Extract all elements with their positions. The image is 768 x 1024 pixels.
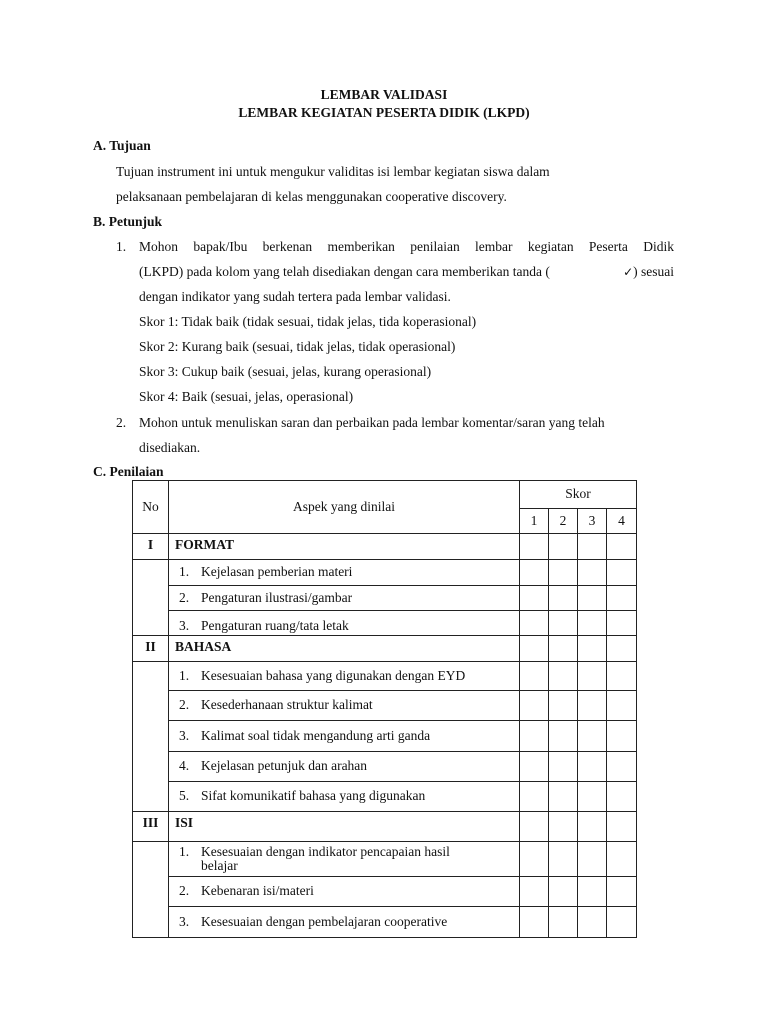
score-cell[interactable] xyxy=(520,586,549,611)
document-subtitle: LEMBAR KEGIATAN PESERTA DIDIK (LKPD) xyxy=(238,105,530,120)
section-a-line-2: pelaksanaan pembelajaran di kelas menggunakan cooperative discovery. xyxy=(116,189,507,204)
no-cell xyxy=(133,662,169,691)
instruction-2-line-1: Mohon untuk menuliskan saran dan perbaikan pada lembar komentar/saran yang telah xyxy=(139,415,605,430)
category-label-text: FORMAT xyxy=(175,537,234,552)
score-cell[interactable] xyxy=(578,586,607,611)
score-3-description: Skor 3: Cukup baik (sesuai, jelas, kurang operasional) xyxy=(139,364,432,379)
aspect-cell xyxy=(169,662,520,691)
header-no: No xyxy=(133,481,169,534)
item-text: Sifat komunikatif bahasa yang digunakan xyxy=(201,788,426,804)
score-cell[interactable] xyxy=(549,611,578,636)
no-cell xyxy=(133,752,169,782)
instruction-1-line-2-end xyxy=(623,265,674,279)
category-label xyxy=(169,812,520,842)
instruction-1-line-2-text: (LKPD) pada kolom yang telah disediakan dengan cara memberikan tanda ( xyxy=(139,264,550,279)
score-cell[interactable] xyxy=(578,534,607,560)
item-number: 3. xyxy=(179,727,190,743)
score-cell[interactable] xyxy=(607,534,637,560)
score-column-3: 3 xyxy=(578,509,607,534)
check-mark-icon: ✓ xyxy=(623,265,634,279)
instruction-1-line-1: Mohon bapak/Ibu berkenan memberikan penilaian lembar kegiatan Peserta Didik xyxy=(139,239,674,254)
aspect-cell xyxy=(169,782,520,812)
score-cell[interactable] xyxy=(578,782,607,812)
score-cell[interactable] xyxy=(520,636,549,662)
score-cell[interactable] xyxy=(549,560,578,586)
table-row xyxy=(133,560,637,586)
table-row xyxy=(133,691,637,721)
score-cell[interactable] xyxy=(578,907,607,938)
table-row xyxy=(133,534,637,560)
table-row xyxy=(133,611,637,636)
score-cell[interactable] xyxy=(578,877,607,907)
table-row xyxy=(133,586,637,611)
score-2-description: Skor 2: Kurang baik (sesuai, tidak jelas, tidak operasional) xyxy=(139,339,456,354)
aspect-cell xyxy=(169,586,520,611)
item-text: Pengaturan ilustrasi/gambar xyxy=(201,589,353,605)
score-cell[interactable] xyxy=(578,636,607,662)
aspect-cell xyxy=(169,691,520,721)
table-row xyxy=(133,842,637,877)
item-number: 5. xyxy=(179,788,190,804)
category-number: III xyxy=(133,812,169,842)
item-number: 2. xyxy=(179,589,190,605)
score-cell[interactable] xyxy=(549,662,578,691)
aspect-cell xyxy=(169,842,520,877)
item-text: Kesesuaian bahasa yang digunakan dengan EYD xyxy=(201,667,466,683)
no-cell xyxy=(133,691,169,721)
item-number: 1. xyxy=(179,843,190,859)
item-number: 2. xyxy=(179,697,190,713)
score-cell[interactable] xyxy=(607,782,637,812)
score-cell[interactable] xyxy=(607,907,637,938)
item-number: 1. xyxy=(179,564,190,580)
score-cell[interactable] xyxy=(520,560,549,586)
table-row xyxy=(133,752,637,782)
item-text: Kesesuaian dengan indikator pencapaian hasil belajar xyxy=(201,843,450,873)
instruction-1-line-2 xyxy=(139,265,674,279)
item-number: 3. xyxy=(179,913,190,929)
score-cell[interactable] xyxy=(520,907,549,938)
section-a-line-1: Tujuan instrument ini untuk mengukur validitas isi lembar kegiatan siswa dalam xyxy=(116,164,550,179)
aspect-cell xyxy=(169,907,520,938)
instruction-1-line-2-tail: ) sesuai xyxy=(633,264,674,279)
score-1-description: Skor 1: Tidak baik (tidak sesuai, tidak jelas, tida koperasional) xyxy=(139,314,477,329)
score-cell[interactable] xyxy=(607,611,637,636)
header-aspect: Aspek yang dinilai xyxy=(169,481,520,534)
section-b-heading: B. Petunjuk xyxy=(93,214,163,229)
item-text: Kebenaran isi/materi xyxy=(201,883,314,899)
score-cell[interactable] xyxy=(578,662,607,691)
category-label xyxy=(169,636,520,662)
score-cell[interactable] xyxy=(520,534,549,560)
aspect-cell xyxy=(169,721,520,752)
no-cell xyxy=(133,842,169,877)
table-row xyxy=(133,812,637,842)
score-cell[interactable] xyxy=(549,782,578,812)
score-cell[interactable] xyxy=(578,611,607,636)
header-score: Skor xyxy=(520,481,637,509)
score-cell[interactable] xyxy=(578,752,607,782)
score-cell[interactable] xyxy=(607,662,637,691)
score-cell[interactable] xyxy=(549,752,578,782)
table-row xyxy=(133,782,637,812)
score-cell[interactable] xyxy=(520,842,549,877)
score-cell[interactable] xyxy=(520,812,549,842)
score-cell[interactable] xyxy=(549,812,578,842)
document-title: LEMBAR VALIDASI xyxy=(320,87,448,102)
score-cell[interactable] xyxy=(549,636,578,662)
score-cell[interactable] xyxy=(578,560,607,586)
category-number: II xyxy=(133,636,169,662)
item-number: 2. xyxy=(179,883,190,899)
instruction-1-number: 1. xyxy=(116,239,127,254)
category-label-text: ISI xyxy=(175,815,194,830)
score-cell[interactable] xyxy=(549,534,578,560)
no-cell xyxy=(133,560,169,586)
item-text: Kalimat soal tidak mengandung arti ganda xyxy=(201,727,431,743)
score-cell[interactable] xyxy=(578,691,607,721)
table-row xyxy=(133,662,637,691)
table-row xyxy=(133,721,637,752)
aspect-cell xyxy=(169,560,520,586)
item-text: Kesesuaian dengan pembelajaran cooperative xyxy=(201,913,448,929)
score-column-1: 1 xyxy=(520,509,549,534)
score-cell[interactable] xyxy=(520,721,549,752)
item-number: 3. xyxy=(179,617,190,633)
instruction-2-line-2: disediakan. xyxy=(139,440,201,455)
aspect-cell xyxy=(169,752,520,782)
section-c-heading: C. Penilaian xyxy=(93,464,164,479)
score-cell[interactable] xyxy=(549,842,578,877)
instruction-1-line-3: dengan indikator yang sudah tertera pada lembar validasi. xyxy=(139,289,451,304)
score-cell[interactable] xyxy=(520,611,549,636)
score-cell[interactable] xyxy=(520,782,549,812)
item-number: 4. xyxy=(179,758,190,774)
score-cell[interactable] xyxy=(607,842,637,877)
score-cell[interactable] xyxy=(607,877,637,907)
aspect-cell xyxy=(169,611,520,636)
score-cell[interactable] xyxy=(607,691,637,721)
score-column-2: 2 xyxy=(549,509,578,534)
aspect-cell xyxy=(169,877,520,907)
category-number: I xyxy=(133,534,169,560)
score-cell[interactable] xyxy=(549,877,578,907)
score-cell[interactable] xyxy=(607,560,637,586)
no-cell xyxy=(133,877,169,907)
score-cell[interactable] xyxy=(549,586,578,611)
score-cell[interactable] xyxy=(520,662,549,691)
no-cell xyxy=(133,586,169,611)
score-cell[interactable] xyxy=(520,691,549,721)
section-a-heading: A. Tujuan xyxy=(93,138,151,153)
no-cell xyxy=(133,907,169,938)
score-cell[interactable] xyxy=(520,752,549,782)
score-cell[interactable] xyxy=(607,721,637,752)
no-cell xyxy=(133,611,169,636)
item-text: Kejelasan pemberian materi xyxy=(201,564,353,580)
table-row xyxy=(133,636,637,662)
score-cell[interactable] xyxy=(607,812,637,842)
category-label xyxy=(169,534,520,560)
no-cell xyxy=(133,721,169,752)
score-cell[interactable] xyxy=(549,721,578,752)
score-cell[interactable] xyxy=(607,752,637,782)
table-row xyxy=(133,877,637,907)
no-cell xyxy=(133,782,169,812)
item-number: 1. xyxy=(179,667,190,683)
item-text: Kejelasan petunjuk dan arahan xyxy=(201,758,368,774)
score-cell[interactable] xyxy=(578,842,607,877)
score-column-4: 4 xyxy=(607,509,637,534)
table-header-row xyxy=(133,481,637,509)
assessment-table xyxy=(132,480,637,938)
score-cell[interactable] xyxy=(578,721,607,752)
score-cell[interactable] xyxy=(607,586,637,611)
item-text: Kesederhanaan struktur kalimat xyxy=(201,697,373,713)
table-row xyxy=(133,907,637,938)
category-label-text: BAHASA xyxy=(175,639,232,654)
instruction-2-number: 2. xyxy=(116,415,127,430)
score-cell[interactable] xyxy=(607,636,637,662)
score-cell[interactable] xyxy=(578,812,607,842)
score-cell[interactable] xyxy=(520,877,549,907)
score-4-description: Skor 4: Baik (sesuai, jelas, operasional) xyxy=(139,389,354,404)
score-cell[interactable] xyxy=(549,907,578,938)
item-text: Pengaturan ruang/tata letak xyxy=(201,617,349,633)
score-cell[interactable] xyxy=(549,691,578,721)
